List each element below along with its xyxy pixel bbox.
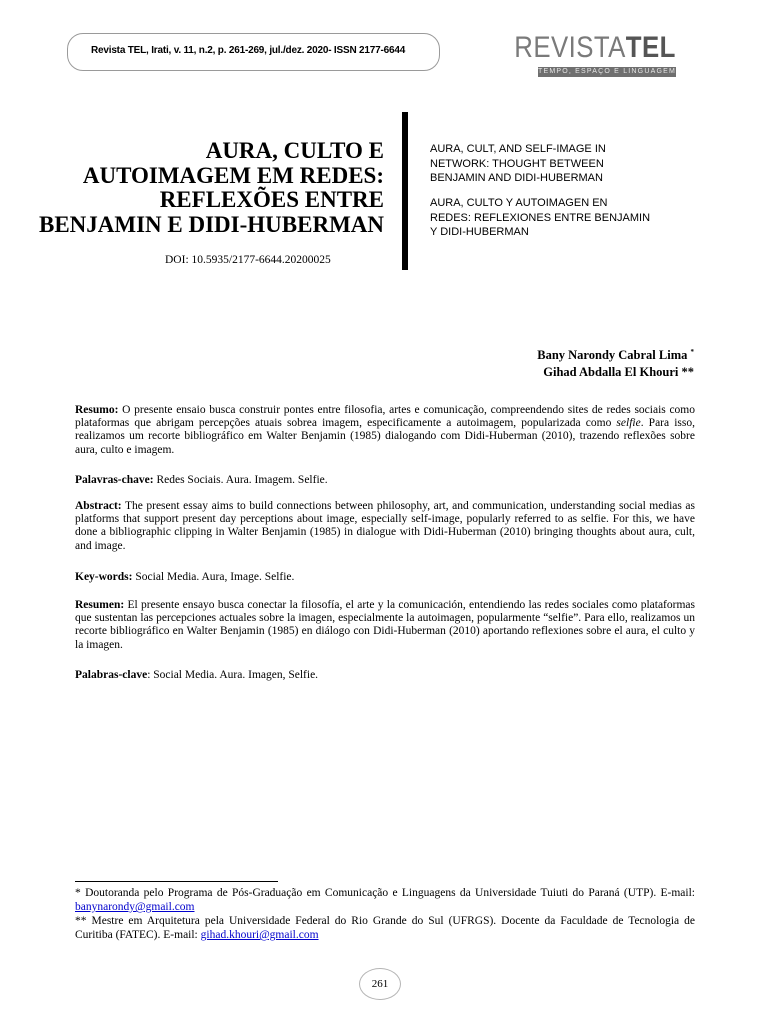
article-title [20, 139, 384, 237]
title-line: AUTOIMAGEM EM REDES: [82, 162, 384, 188]
palabras-clave [75, 669, 695, 682]
palavras-chave-text: Redes Sociais. Aura. Imagem. Selfie. [153, 474, 328, 486]
logo-tagline: TEMPO, ESPAÇO E LINGUAGEM [538, 68, 677, 75]
keywords-label: Key-words: [75, 571, 133, 583]
footnote-1 [75, 886, 695, 914]
footnote-2-text: ** Mestre em Arquitetura pela Universidade Federal do Rio Grande do Sul (UFRGS). Docente da Faculdade de Tecnologia de Curitiba (FATEC). E-mail: [75, 915, 695, 941]
resumo-text-end: . Para isso, realizamos um recorte bibliográfico em Walter Benjamin (1985) dialogando com Didi-Huberman (2010), trazendo reflexões sobre aura, culto e imagem. [75, 417, 695, 456]
spanish-title-line: REDES: REFLEXIONES ENTRE BENJAMIN [430, 211, 651, 224]
title-line: BENJAMIN E DIDI-HUBERMAN [38, 211, 384, 237]
keywords-text: Social Media. Aura, Image. Selfie. [132, 571, 295, 583]
logo-word-bold: TEL [625, 31, 676, 64]
footnote-rule [75, 881, 278, 882]
english-title-line: NETWORK: THOUGHT BETWEEN [430, 157, 604, 170]
author-2: Gihad Abdalla El Khouri ** [543, 365, 694, 380]
abstract-label: Abstract: [75, 500, 122, 512]
resumen-paragraph [75, 599, 695, 652]
footnote-2 [75, 914, 695, 942]
palabras-clave-text: : Social Media. Aura. Imagen, Selfie. [147, 669, 319, 681]
author-1-footnote-mark: * [690, 348, 694, 356]
footnote-1-email-link[interactable]: banynarondy@gmail.com [75, 901, 195, 913]
title-line: REFLEXÕES ENTRE [159, 187, 384, 212]
resumen-label: Resumen: [75, 599, 125, 611]
author-1-name: Bany Narondy Cabral Lima [537, 348, 688, 363]
english-title-line: BENJAMIN AND DIDI-HUBERMAN [430, 172, 603, 184]
resumo-emphasis: selfie [616, 417, 641, 430]
resumen-text: El presente ensayo busca conectar la filosofía, el arte y la comunicación, entendiendo las redes sociales como plataformas que sustentan las percepciones actuales sobre la imagen, especialmente la autoimagen, popularmente “selfie”. Para ello, realizamos un recorte bibliográfico en Walter Benjamin (1985) en diálogo con Didi-Huberman (2010) aportando reflexiones sobre el aura, el culto y la imagen. [75, 599, 695, 651]
palavras-chave-label: Palavras-chave: [75, 474, 154, 486]
journal-citation: Revista TEL, Irati, v. 11, n.2, p. 261-269, jul./dez. 2020- ISSN 2177-6644 [91, 45, 406, 56]
author-1 [537, 344, 694, 364]
palavras-chave [75, 474, 695, 487]
footnote-2-email-link[interactable]: gihad.khouri@gmail.com [200, 929, 319, 941]
footnote-1-text: * Doutoranda pelo Programa de Pós-Graduação em Comunicação e Linguagens da Universidade Tuiuti do Paraná (UTP). E-mail: [75, 887, 695, 899]
english-title [430, 142, 690, 186]
english-title-line: AURA, CULT, AND SELF-IMAGE IN [430, 143, 606, 155]
logo-wordmark [514, 30, 676, 66]
abstract-paragraph [75, 500, 695, 553]
title-line: AURA, CULTO E [205, 138, 384, 163]
authors [537, 344, 694, 381]
palabras-clave-label: Palabras-clave [75, 669, 148, 681]
logo-word-light: REVISTA [514, 31, 626, 64]
abstract-text: The present essay aims to build connections between philosophy, art, and communication, understanding social medias as platforms that support present day perceptions about image, especially self-image, popularly referred to as selfie. For this, we have done a bibliographic clipping in Walter Benjamin (1985) in dialogue with Didi-Huberman (2010) bringing thoughts about aura, cult, and image. [75, 500, 695, 552]
resumo-text: O presente ensaio busca construir pontes entre filosofia, artes e comunicação, compreendendo sites de redes sociais como plataformas que abrigam percepções atuais sobrea imagem, especificamente a autoimagem, popularizada como [75, 404, 695, 430]
doi: DOI: 10.5935/2177-6644.20200025 [165, 254, 331, 266]
spanish-title [430, 196, 690, 240]
spanish-title-line: AURA, CULTO Y AUTOIMAGEN EN [430, 197, 608, 209]
spanish-title-line: Y DIDI-HUBERMAN [430, 226, 529, 238]
resumo-paragraph [75, 404, 695, 457]
resumo-label: Resumo: [75, 404, 119, 416]
title-divider [402, 112, 408, 270]
page-number: 261 [359, 968, 401, 1000]
keywords [75, 571, 695, 584]
journal-logo [510, 30, 676, 78]
